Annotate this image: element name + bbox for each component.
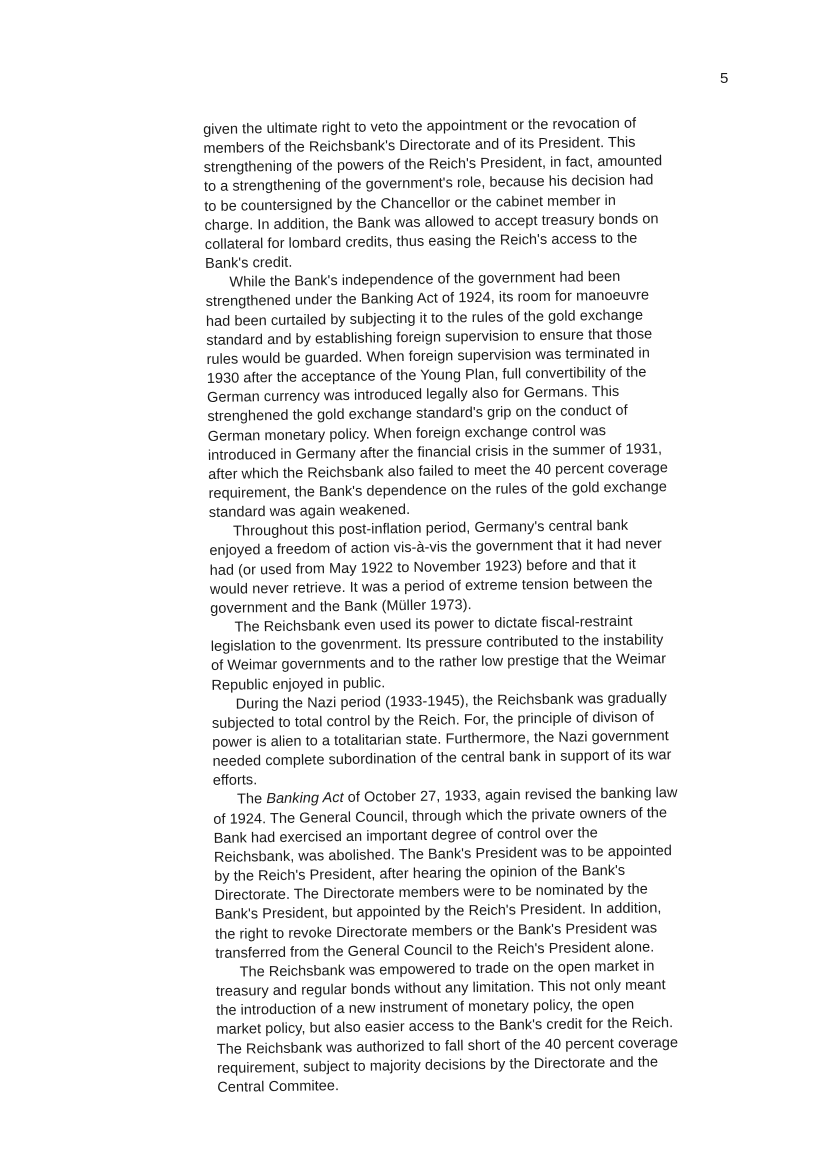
text-line: treasury and regular bonds without any limitation. This not only meant xyxy=(215,977,666,1000)
text-line: to be countersigned by the Chancellor or the cabinet member in xyxy=(204,192,617,215)
text-segment: The xyxy=(236,791,267,809)
text-line: subjected to total control by the Reich. For, the principle of divison of xyxy=(211,709,655,732)
text-line: Bank's President, but appointed by the Reich's President. In addition, xyxy=(214,900,662,924)
text-line: charge. In addition, the Bank was allowed to accept treasury bonds on xyxy=(204,211,659,234)
text-line: members of the Reichsbank's Directorate and of its President. This xyxy=(203,134,636,158)
text-line: strenghened the gold exchange standard's grip on the conduct of xyxy=(207,403,628,426)
text-line: 1930 after the acceptance of the Young Plan, full convertibility of the xyxy=(206,364,647,388)
text-line: given the ultimate right to veto the appointment or the revocation of xyxy=(203,115,637,138)
page-number: 5 xyxy=(720,70,729,87)
text-line: introduced in Germany after the financial crisis in the summer of 1931, xyxy=(207,440,663,464)
text-line: of Weimar governments and to the rather low prestige that the Weimar xyxy=(210,651,667,675)
text-line: market policy, but also easier access to the Bank's credit for the Reich. xyxy=(216,1015,674,1039)
text-line: after which the Reichsbank also failed to meet the 40 percent coverage xyxy=(208,459,669,483)
body-text xyxy=(203,113,772,1098)
text-line: requirement, the Bank's dependence on the rules of the gold exchange xyxy=(208,479,668,502)
text-line: transferred from the General Council to the Reich's President alone. xyxy=(215,939,655,962)
text-line: Directorate. The Directorate members were to be nominated by the xyxy=(214,881,648,905)
text-line: The Reichsbank even used its power to dictate fiscal-restraint xyxy=(234,613,633,636)
text-line: Bank had exercised an important degree of control over the xyxy=(213,825,598,847)
text-line: would never retrieve. It was a period of extreme tension between the xyxy=(209,575,653,598)
text-line: strengthened under the Banking Act of 1924, its room for manoeuvre xyxy=(205,287,650,311)
text-line: Reichsbank, was abolished. The Bank's President was to be appointed xyxy=(213,843,673,866)
text-line: power is alien to a totalitarian state. Furthermore, the Nazi government xyxy=(212,728,669,751)
text-line: the right to revoke Directorate members or the Bank's President was xyxy=(214,919,658,943)
text-line: rules would be guarded. When foreign supervision was terminated in xyxy=(206,345,651,368)
text-line: The Reichsbank was authorized to fall short of the 40 percent coverage xyxy=(216,1034,679,1058)
text-line: legislation to the govenrment. Its pressure contributed to the instability xyxy=(210,632,664,656)
text-line: enjoyed a freedom of action vis-à-vis the government that it had never xyxy=(209,536,662,560)
text-line: to a strengthening of the government's role, because his decision had xyxy=(203,172,654,196)
text-line: standard was again weakened. xyxy=(208,502,411,522)
text-line: by the Reich's President, after hearing the opinion of the Bank's xyxy=(214,862,626,886)
text-segment: of October 27, 1933, again revised the banking law xyxy=(343,785,678,807)
text-line: Bank's credit. xyxy=(205,254,293,273)
text-line: the introduction of a new instrument of monetary policy, the open xyxy=(216,996,635,1020)
text-line: government and the Bank (Müller 1973). xyxy=(210,596,472,617)
text-line: While the Bank's independence of the government had been xyxy=(229,269,621,291)
text-line: German currency was introduced legally also for Germans. This xyxy=(206,384,620,407)
text-line: Throughout this post-inflation period, Germany's central bank xyxy=(232,518,629,540)
text-line: Central Commitee. xyxy=(217,1077,340,1096)
text-line: Republic enjoyed in public. xyxy=(211,674,386,694)
italic-title: Banking Act xyxy=(266,790,344,808)
text-line: efforts. xyxy=(212,772,258,790)
text-line: had (or used from May 1922 to November 1923) before and that it xyxy=(209,556,637,579)
text-line: German monetary policy. When foreign exchange control was xyxy=(207,422,607,445)
text-line: strengthening of the powers of the Reich's President, in fact, amounted xyxy=(203,153,663,177)
text-line: requirement, subject to majority decisions by the Directorate and the xyxy=(216,1054,659,1077)
text-line: needed complete subordination of the central bank in support of its war xyxy=(212,747,672,771)
text-line: During the Nazi period (1933-1945), the Reichsbank was gradually xyxy=(235,689,667,713)
text-line: had been curtailed by subjecting it to the rules of the gold exchange xyxy=(205,307,644,330)
text-line: The Reichsbank was empowered to trade on the open market in xyxy=(239,958,655,981)
text-line: of 1924. The General Council, through which the private owners of the xyxy=(213,804,668,828)
text-line: collateral for lombard credits, thus easing the Reich's access to the xyxy=(204,230,638,253)
text-line: standard and by establishing foreign supervision to ensure that those xyxy=(206,326,653,349)
